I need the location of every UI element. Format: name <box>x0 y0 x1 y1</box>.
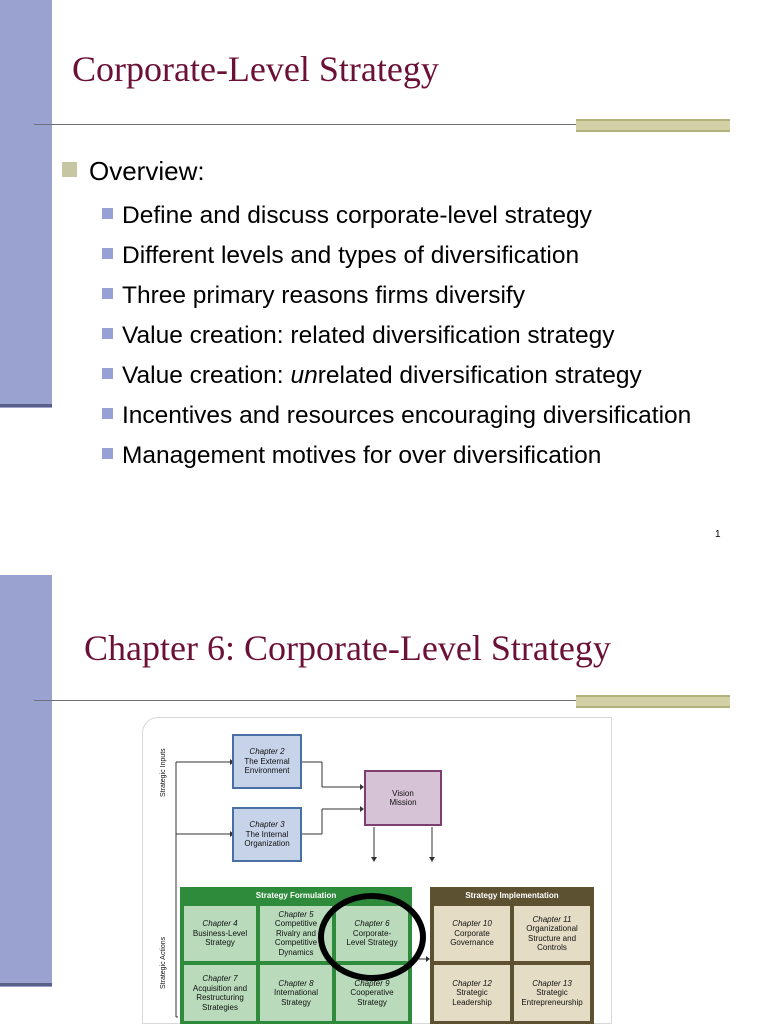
chapter-13-box <box>513 964 591 1022</box>
list-item-text: Value creation: related diversification strategy <box>122 322 615 349</box>
left-bar-underline <box>0 983 52 986</box>
chapter-text: Leadership <box>452 997 492 1007</box>
chapter-text: Controls <box>537 943 567 952</box>
square-bullet-icon <box>102 448 113 459</box>
chapter-11-box <box>513 905 591 962</box>
chapter-text: Cooperative <box>350 988 394 998</box>
square-bullet-icon <box>102 328 113 339</box>
chapter-number: Chapter 11 <box>532 914 572 924</box>
list-item <box>102 196 691 236</box>
chapter-number: Chapter 8 <box>278 978 314 988</box>
chapter-text: Level Strategy <box>346 938 398 948</box>
chapter-text: Environment <box>244 766 290 776</box>
list-item-text: Different levels and types of diversification <box>122 242 580 269</box>
chapter-text: Rivalry and <box>275 928 316 938</box>
list-item <box>102 436 691 476</box>
panel-title: Strategy Formulation <box>255 891 337 900</box>
vision-mission-box <box>364 770 442 826</box>
square-bullet-icon <box>102 368 113 379</box>
chapter-text: Dynamics <box>278 947 314 957</box>
chapter-text: Governance <box>450 938 494 948</box>
overview-list <box>102 196 691 476</box>
square-bullet-icon <box>102 288 113 299</box>
list-item-text: Define and discuss corporate-level strategy <box>122 202 592 229</box>
chapter-text: Competitive <box>274 919 318 929</box>
chapter-text: Strategic <box>456 988 488 998</box>
chapter-text: The External <box>244 756 290 766</box>
square-bullet-icon <box>102 208 113 219</box>
list-item-text: Incentives and resources encouraging diversification <box>122 402 692 429</box>
chapter-text: Acquisition and <box>192 983 248 993</box>
chapter-2-box <box>232 734 302 789</box>
chapter-text: The Internal <box>245 829 289 839</box>
chapter-text: Corporate <box>454 928 490 938</box>
chapter-text: Corporate- <box>352 928 392 938</box>
chapter-number: Chapter 3 <box>249 820 285 830</box>
chapter-text: Business-Level <box>192 928 248 938</box>
list-item <box>102 236 691 276</box>
overview-label: Overview: <box>89 156 205 186</box>
left-accent-bar <box>0 575 52 987</box>
chapter-5-box <box>259 905 333 962</box>
chapter-number: Chapter 7 <box>202 974 238 983</box>
chapter-text: Organization <box>244 839 290 849</box>
chapter-7-box <box>183 964 257 1022</box>
title-accent-bar <box>576 695 730 708</box>
left-accent-bar <box>0 0 52 408</box>
slide-title: Chapter 6: Corporate-Level Strategy <box>84 628 611 668</box>
chapter-number: Chapter 4 <box>202 919 238 929</box>
list-item <box>102 396 691 436</box>
vision-text: Vision <box>392 788 414 798</box>
chapter-number: Chapter 2 <box>249 747 285 757</box>
chapter-text: Restructuring <box>196 993 244 1002</box>
list-item <box>102 276 691 316</box>
chapter-number: Chapter 10 <box>452 919 492 929</box>
chapter-number: Chapter 12 <box>452 978 492 988</box>
slide-2 <box>0 575 768 1024</box>
title-accent-bar <box>576 119 730 132</box>
strategic-inputs-label: Strategic Inputs <box>160 748 167 797</box>
chapter-text: Competitive <box>274 938 318 948</box>
mission-text: Mission <box>389 798 417 807</box>
list-item-emphasis: un <box>290 362 318 389</box>
chapter-6-box <box>335 905 409 962</box>
square-bullet-icon <box>102 408 113 419</box>
chapter-text: International <box>273 988 319 998</box>
list-item-text: Three primary reasons firms diversify <box>122 282 525 309</box>
square-bullet-icon <box>62 162 77 177</box>
overview-bullet <box>62 156 205 187</box>
chapter-text: Strategic <box>536 988 568 998</box>
list-item-text: Value creation: <box>122 362 291 389</box>
strategy-formulation-panel <box>180 887 412 1024</box>
chapter-number: Chapter 6 <box>354 919 390 929</box>
chapter-3-box <box>232 807 302 862</box>
chapter-12-box <box>433 964 511 1022</box>
chapter-text: Strategy <box>281 997 311 1007</box>
list-item <box>102 316 691 356</box>
chapter-text: Entrepreneurship <box>521 997 583 1007</box>
chapter-10-box <box>433 905 511 962</box>
chapter-text: Strategy <box>205 938 235 948</box>
chapter-number: Chapter 9 <box>354 978 390 988</box>
chapter-text: Structure and <box>527 933 577 943</box>
chapter-4-box <box>183 905 257 962</box>
page-number: 1 <box>715 529 721 540</box>
chapter-number: Chapter 5 <box>278 909 314 919</box>
chapter-text: Organizational <box>526 924 578 933</box>
strategy-implementation-panel <box>430 887 594 1024</box>
chapter-text: Strategy <box>357 997 387 1007</box>
list-item-text: related diversification strategy <box>317 362 642 389</box>
slide-title: Corporate-Level Strategy <box>72 49 439 89</box>
list-item-text: Management motives for over diversification <box>122 442 602 469</box>
chapter-9-box <box>335 964 409 1022</box>
panel-title: Strategy Implementation <box>465 891 559 900</box>
strategic-actions-label: Strategic Actions <box>160 936 167 989</box>
square-bullet-icon <box>102 248 113 259</box>
chapter-number: Chapter 13 <box>532 978 572 988</box>
chapter-text: Strategies <box>201 1002 239 1012</box>
list-item <box>102 356 691 396</box>
left-bar-underline <box>0 404 52 407</box>
chapter-8-box <box>259 964 333 1022</box>
